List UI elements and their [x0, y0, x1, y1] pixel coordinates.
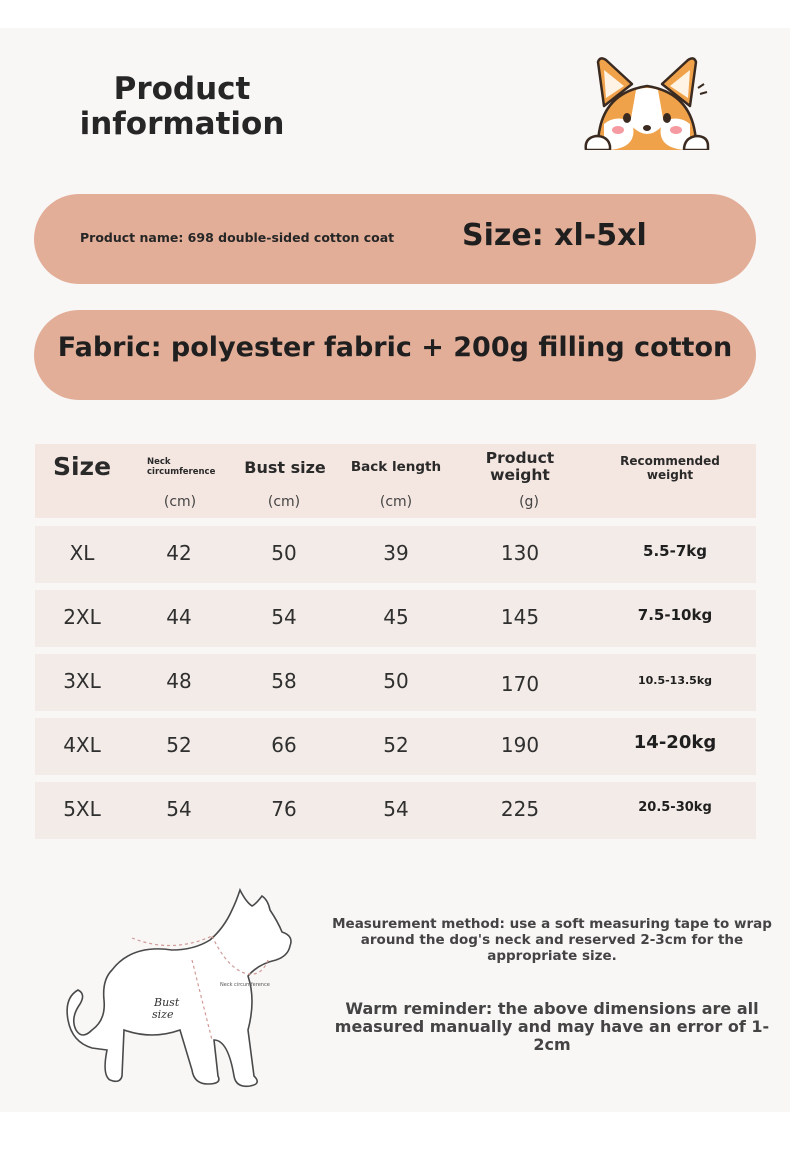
cell-recommended: 10.5-13.5kg — [637, 674, 713, 687]
table-row — [35, 718, 756, 775]
cell-weight: 170 — [500, 672, 540, 696]
table-row — [35, 526, 756, 583]
table-row — [35, 782, 756, 839]
unit-weight: (g) — [519, 494, 539, 510]
cell-back: 54 — [383, 797, 409, 821]
cell-recommended: 14-20kg — [633, 732, 717, 753]
cell-bust: 76 — [271, 797, 297, 821]
title-line-2: information — [79, 106, 285, 142]
header-neck-line-2: circumference — [147, 467, 216, 477]
cell-size: 5XL — [63, 797, 101, 821]
table-row — [35, 590, 756, 647]
cell-size: 3XL — [63, 669, 101, 693]
cell-neck: 54 — [166, 797, 192, 821]
cell-weight: 225 — [500, 797, 540, 821]
unit-bust: (cm) — [267, 494, 301, 510]
header-weight-line-1: Product — [485, 449, 555, 467]
header-neck-line-1: Neck — [147, 457, 171, 467]
header-rec-line-2: weight — [646, 468, 694, 482]
neck-label: Neck circumference — [220, 982, 270, 988]
measurement-note: Measurement method: use a soft measuring tape to wrap around the dog's neck and reserved 2-3cm for the appropriate size. — [332, 916, 772, 964]
header-weight — [465, 450, 575, 484]
cell-recommended: 7.5-10kg — [637, 606, 713, 624]
header-bust: Bust size — [244, 458, 326, 477]
cell-recommended: 5.5-7kg — [643, 542, 707, 560]
header-back: Back length — [350, 459, 442, 475]
header-neck — [147, 457, 227, 477]
header-rec-line-1: Recommended — [620, 454, 720, 468]
cell-back: 45 — [383, 605, 409, 629]
size-label: size — [152, 1008, 174, 1021]
header-recommended — [600, 454, 740, 482]
cell-size: 4XL — [63, 733, 101, 757]
table-header — [35, 444, 756, 518]
cell-back: 39 — [383, 541, 409, 565]
cell-weight: 145 — [500, 605, 540, 629]
header-weight-line-2: weight — [490, 466, 550, 484]
cell-weight: 130 — [500, 541, 540, 565]
cell-size: XL — [69, 541, 95, 565]
product-info-page — [0, 28, 790, 1112]
unit-back: (cm) — [379, 494, 413, 510]
size-chart-table — [35, 444, 756, 821]
cell-neck: 52 — [166, 733, 192, 757]
table-row — [35, 654, 756, 711]
cell-recommended: 20.5-30kg — [638, 800, 712, 815]
fabric-banner — [34, 310, 756, 400]
fabric-text: Fabric: polyester fabric + 200g filling cotton — [57, 332, 733, 363]
cell-bust: 50 — [271, 541, 297, 565]
cell-bust: 66 — [271, 733, 297, 757]
cell-bust: 54 — [271, 605, 297, 629]
title-line-1: Product — [113, 71, 251, 107]
cell-back: 50 — [383, 669, 409, 693]
cell-bust: 58 — [271, 669, 297, 693]
cell-neck: 48 — [166, 669, 192, 693]
header-size: Size — [52, 452, 112, 481]
cell-back: 52 — [383, 733, 409, 757]
unit-neck: (cm) — [163, 494, 197, 510]
warm-reminder-note: Warm reminder: the above dimensions are all measured manually and may have an error of 1-2cm — [334, 999, 770, 1054]
cell-weight: 190 — [500, 733, 540, 757]
cell-size: 2XL — [63, 605, 101, 629]
size-range-text: Size: xl-5xl — [462, 218, 647, 253]
cell-neck: 42 — [166, 541, 192, 565]
corgi-mascot-icon — [580, 54, 714, 150]
product-name-text: Product name: 698 double-sided cotton coat — [80, 230, 395, 245]
cell-neck: 44 — [166, 605, 192, 629]
dog-outline-diagram — [62, 880, 302, 1100]
bust-label: Bust — [154, 996, 180, 1009]
product-name-banner — [34, 194, 756, 284]
page-title — [60, 72, 304, 142]
